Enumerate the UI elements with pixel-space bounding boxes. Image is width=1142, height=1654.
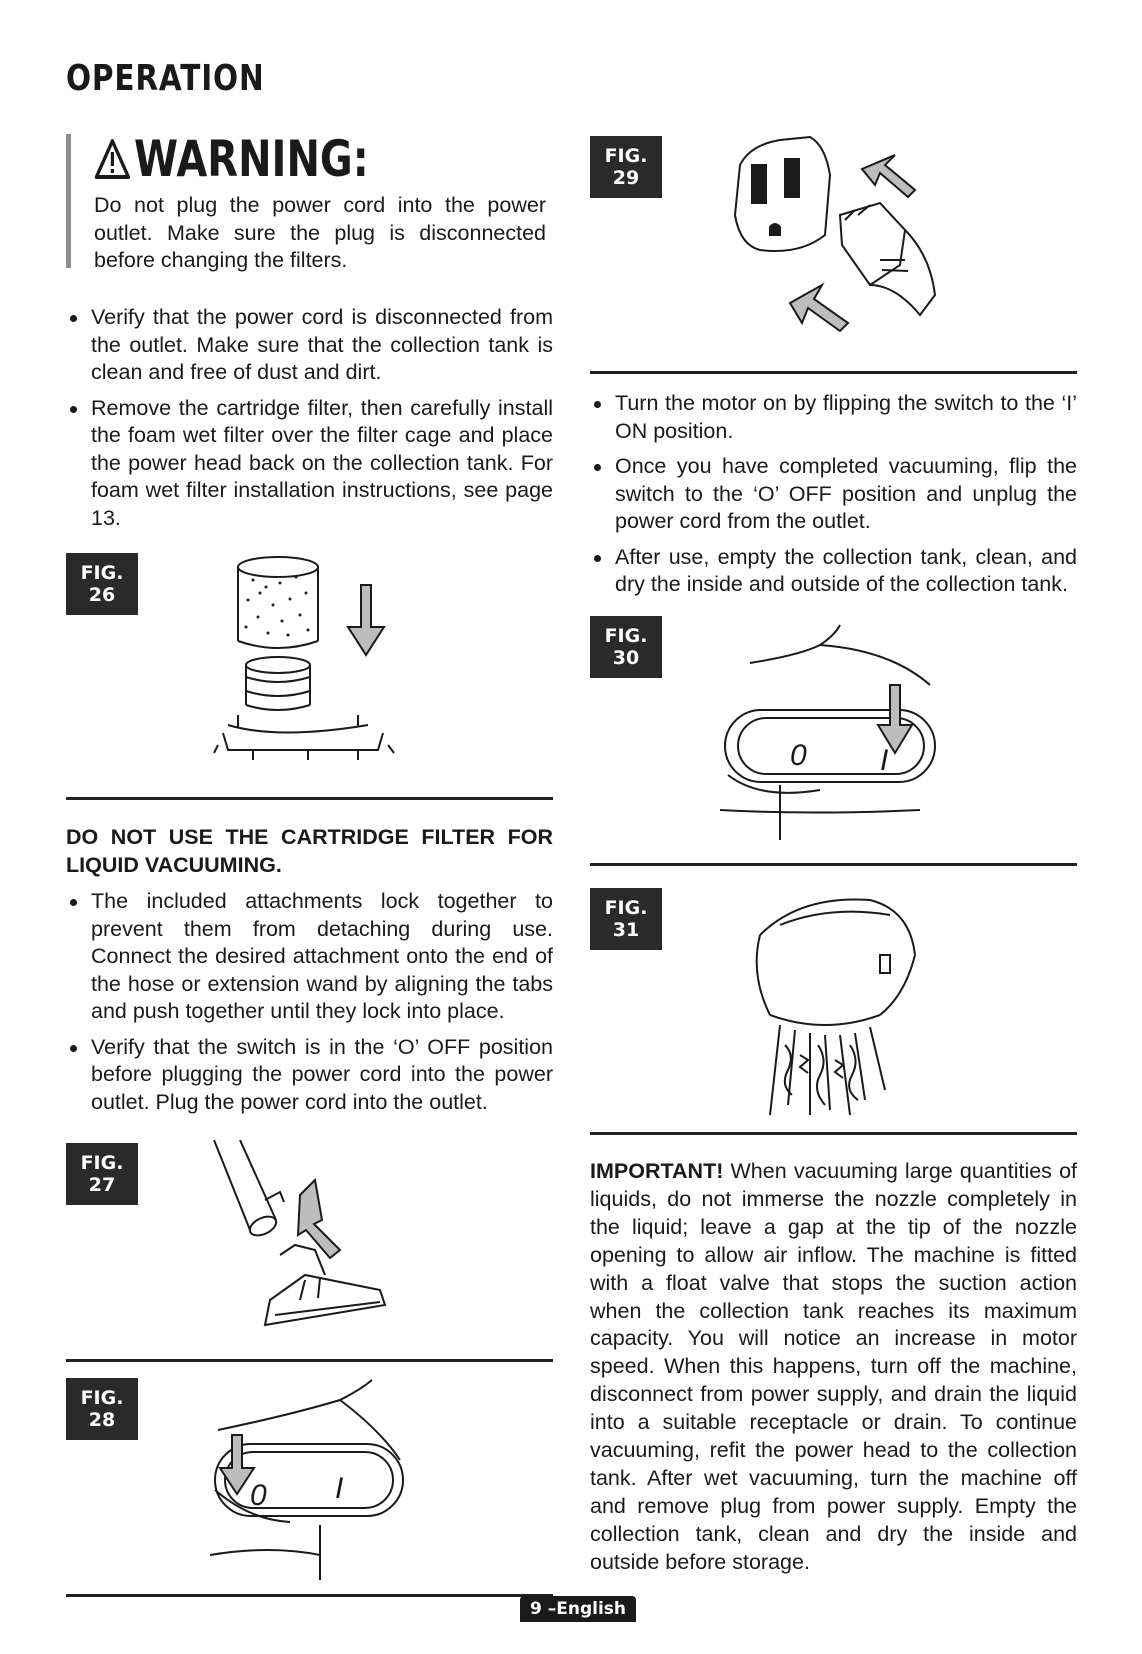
warning-title: WARNING: <box>134 130 369 188</box>
switch-off-symbol: 0 <box>790 739 807 772</box>
up-arrow-icon <box>862 155 915 197</box>
section-divider <box>590 371 1077 374</box>
list-item: Verify that the power cord is disconnected from the outlet. Make sure that the collection tank is clean and free of dust and dirt. <box>66 304 553 387</box>
page-number: 9 –English <box>520 1596 636 1622</box>
fig-26-filter-illustration <box>218 555 408 770</box>
warning-bar <box>66 134 71 268</box>
list-item: After use, empty the collection tank, clean, and dry the inside and outside of the collection tank. <box>590 544 1077 599</box>
page-title: OPERATION <box>66 58 265 99</box>
fig-30-switch-on-illustration <box>720 625 945 840</box>
fig-26-label: FIG. 26 <box>66 553 138 615</box>
important-note <box>590 1158 1077 1577</box>
bullet-list-operation <box>590 390 1077 607</box>
cartridge-caution: DO NOT USE THE CARTRIDGE FILTER FOR LIQUID VACUUMING. <box>66 825 553 877</box>
fig-28-label: FIG. 28 <box>66 1378 138 1440</box>
list-item: Verify that the switch is in the ‘O’ OFF position before plugging the power cord into the power outlet. Plug the power cord into the outlet. <box>66 1034 553 1117</box>
important-label: IMPORTANT! <box>590 1159 724 1183</box>
list-item: The included attachments lock together to prevent them from detaching during use. Connect the desired attachment onto the end of the hose or extension wand by aligning the tabs and push together until they lock into place. <box>66 888 553 1026</box>
bullet-list-prep <box>66 304 553 540</box>
section-divider <box>66 797 553 800</box>
section-divider <box>590 863 1077 866</box>
switch-on-symbol: I <box>335 1472 344 1505</box>
fig-27-label: FIG. 27 <box>66 1143 138 1205</box>
warning-text: Do not plug the power cord into the power outlet. Make sure the plug is disconnected before changing the filters. <box>94 193 546 272</box>
section-divider <box>590 1132 1077 1135</box>
fig-30-label: FIG. 30 <box>590 616 662 678</box>
important-text: When vacuuming large quantities of liquids, do not immerse the nozzle completely in the liquid; leave a gap at the tip of the nozzle opening to allow air inflow. The machine is fitted with a float valve that stops the suction action when the collection tank reaches its maximum capacity. You will notice an increase in motor speed. When this happens, turn off the machine, disconnect from power supply, and drain the liquid into a suitable receptacle or drain. To continue vacuuming, refit the power head to the collection tank. After wet vacuuming, turn the machine off and remove plug from power supply. Empty the collection tank, clean and dry the inside and outside before storage. <box>590 1159 1077 1574</box>
list-item: Remove the cartridge filter, then carefully install the foam wet filter over the filter cage and place the power head back on the collection tank. For foam wet filter installation instructions, see page 13. <box>66 395 553 533</box>
section-divider <box>66 1594 553 1597</box>
fig-31-label: FIG. 31 <box>590 888 662 950</box>
fig-29-label: FIG. 29 <box>590 136 662 198</box>
up-arrow-icon <box>790 285 848 331</box>
bullet-list-attachments <box>66 888 553 1124</box>
list-item: Once you have completed vacuuming, flip the switch to the ‘O’ OFF position and unplug the power cord from the outlet. <box>590 453 1077 536</box>
list-item: Turn the motor on by flipping the switch to the ‘I’ ON position. <box>590 390 1077 445</box>
warning-triangle-icon <box>94 138 131 180</box>
fig-31-nozzle-illustration <box>740 895 930 1120</box>
warning-heading <box>94 130 369 188</box>
fig-27-attachment-illustration <box>210 1140 410 1340</box>
fig-28-switch-off-illustration <box>210 1380 420 1580</box>
switch-off-symbol: 0 <box>250 1479 267 1512</box>
down-arrow-icon <box>348 585 384 655</box>
switch-on-symbol: I <box>880 744 889 777</box>
section-divider <box>66 1359 553 1362</box>
fig-29-plug-outlet-illustration <box>730 135 960 350</box>
